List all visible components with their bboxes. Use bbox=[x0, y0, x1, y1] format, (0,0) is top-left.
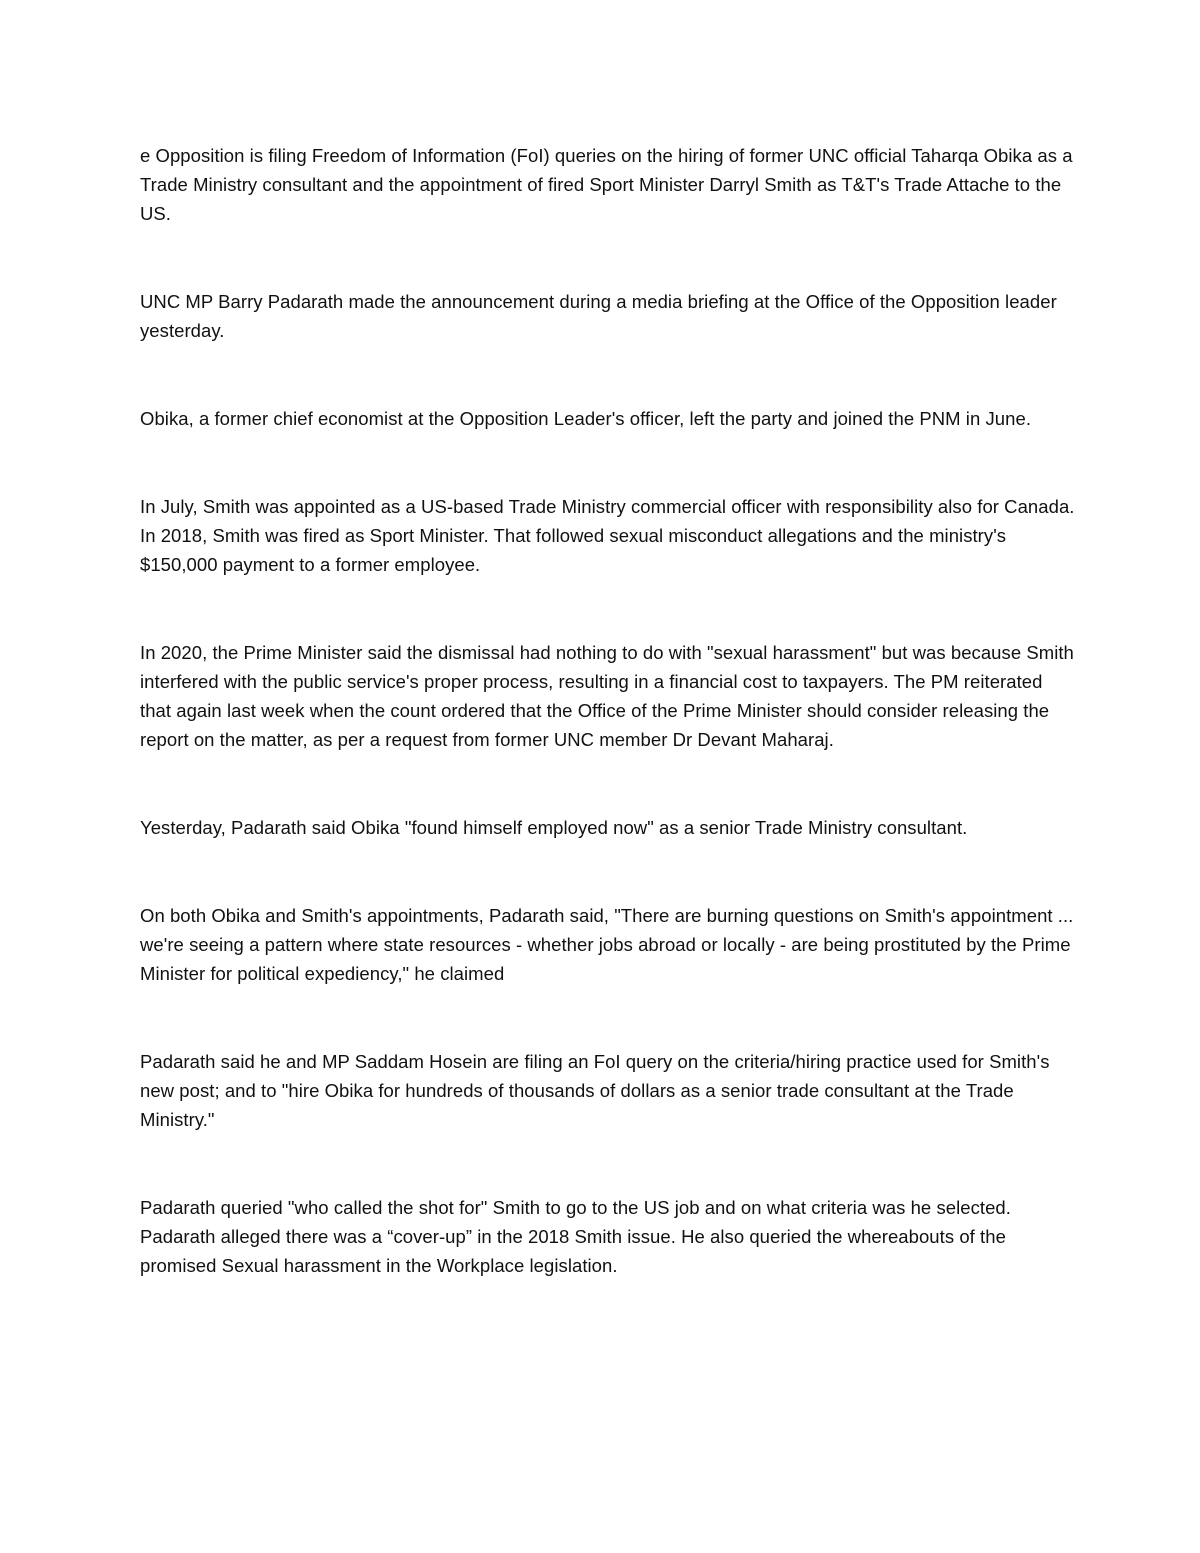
paragraph-smith-appointment: In July, Smith was appointed as a US-based Trade Ministry commercial officer with responsibility also for Canada. In 2018, Smith was fired as Sport Minister. That followed sexual misconduct allegations and the ministry's $150,000 payment to a former employee. bbox=[140, 496, 1075, 575]
paragraph-foi-queries: e Opposition is filing Freedom of Information (FoI) queries on the hiring of former UNC official Taharqa Obika as a Trade Ministry consultant and the appointment of fired Sport Minister Darryl Smith as T&T's Trade Attache to the US. bbox=[140, 145, 1073, 224]
paragraph-burning-questions: On both Obika and Smith's appointments, Padarath said, "There are burning questions on Smith's appointment ... we're seeing a pattern where state resources - whether jobs abroad or locally - are being prostituted by the Prime Minister for political expediency," he claimed bbox=[140, 905, 1074, 984]
paragraph-foi-criteria: Padarath said he and MP Saddam Hosein are filing an FoI query on the criteria/hiring practice used for Smith's new post; and to "hire Obika for hundreds of thousands of dollars as a senior trade consultant at the Trade Ministry." bbox=[140, 1051, 1050, 1130]
paragraph-announcement: UNC MP Barry Padarath made the announcement during a media briefing at the Office of the Opposition leader yesterday. bbox=[140, 291, 1057, 341]
document-body bbox=[140, 141, 1075, 1339]
paragraph-obika-employment: Yesterday, Padarath said Obika "found himself employed now" as a senior Trade Ministry consultant. bbox=[140, 817, 968, 838]
paragraph-cover-up: Padarath queried "who called the shot for" Smith to go to the US job and on what criteria was he selected. Padarath alleged there was a “cover-up” in the 2018 Smith issue. He also queried the whereabouts of the promised Sexual harassment in the Workplace legislation. bbox=[140, 1197, 1011, 1276]
paragraph-prime-minister-statement: In 2020, the Prime Minister said the dismissal had nothing to do with "sexual harassment" but was because Smith interfered with the public service's proper process, resulting in a financial cost to taxpayers. The PM reiterated that again last week when the count ordered that the Office of the Prime Minister should consider releasing the report on the matter, as per a request from former UNC member Dr Devant Maharaj. bbox=[140, 642, 1074, 750]
paragraph-obika-background: Obika, a former chief economist at the Opposition Leader's officer, left the party and joined the PNM in June. bbox=[140, 408, 1032, 429]
